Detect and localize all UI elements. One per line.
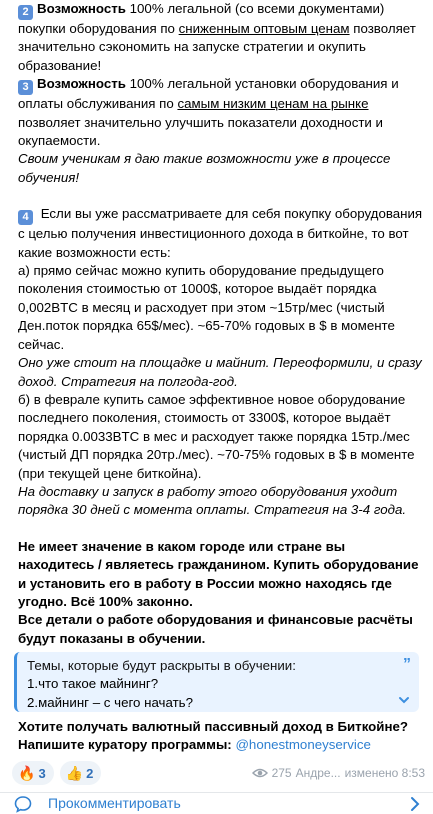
option-b-note: На доставку и запуск в работу этого оборудования уходит порядка 30 дней с момента оплаты. Стратегия на 3-4 года. [18,483,407,518]
underlined-text: самым низким ценам на рынке [177,96,369,112]
paragraph-2: 2 Возможность 100% легальной (со всеми документами) покупки оборудования по сниженным оптовым ценам позволяет значительно сэкономить на запуске стратегии и окупить образование! [18,1,416,73]
reaction-fire[interactable] [12,761,54,785]
edited-time: изменено 8:53 [344,766,425,780]
option-a: а) прямо сейчас можно купить оборудование предыдущего поколения стоимостью от 1000$, которое выдаёт порядка 0,002BTC в месяц и расходует при этом ~15тр/мес (чистый Ден.поток порядка 65$/мес). ~65-70% годовых в $ в моменте сейчас. [18,263,395,352]
keycap-2-icon: 2 [18,5,33,20]
keycap-3-icon: 3 [18,80,33,95]
cta-line-2: Напишите куратору программы: [18,737,236,753]
cta-line-1: Хотите получать валютный пассивный доход в Биткойне? [18,719,409,734]
view-count: 275 [271,766,292,780]
option-a-note: Оно уже стоит на площадке и майнит. Переоформили, и сразу доход. Стратегия на полгода-год. [18,355,422,389]
comment-icon [14,795,32,813]
comment-label: Прокомментировать [48,795,181,811]
reaction-count: 3 [38,765,46,781]
quote-title: Темы, которые будут раскрыты в обучении: [27,658,296,673]
fire-icon: 🔥 [18,764,36,781]
chevron-down-icon[interactable] [397,693,411,707]
underlined-text: сниженным оптовым ценам [178,21,350,36]
post-meta [252,766,425,780]
quote-item: 2.майнинг – с чего начать? [27,694,194,710]
reaction-count: 2 [86,765,94,781]
reactions [12,761,101,785]
bold-text: Возможность [37,76,126,92]
curator-link[interactable]: @honestmoneyservice [235,737,371,753]
post-text [18,0,423,648]
eye-icon [252,767,268,779]
thumbs-up-icon: 👍 [65,764,84,781]
author-name: Андре... [295,766,341,780]
expandable-quote[interactable] [14,652,419,712]
comment-button[interactable] [0,793,433,814]
quote-item: 1.что такое майнинг? [27,676,159,692]
quote-mark-icon: ” [403,656,411,673]
location-note: Не имеет значение в каком городе или стране вы находитесь / являетесь гражданином. Купить оборудование и установить его в работу в России можно находясь где угодно. Всё 100% законно. [18,538,419,609]
bold-text: Возможность [37,1,126,16]
reaction-thumbs-up[interactable] [60,761,102,785]
details-note: Все детали о работе оборудования и финансовые расчёты будут показаны в обучении. [18,612,413,646]
call-to-action [18,718,423,755]
italic-note: Своим ученикам я даю такие возможности уже в процессе обучения! [18,151,391,185]
paragraph-3: 3 Возможность 100% легальной установки оборудования и оплаты обслуживания по самым низким ценам на рынке позволяет значительно улучшить показатели доходности и окупаемости. [18,76,399,149]
keycap-4-icon: 4 [18,210,33,225]
chevron-right-icon [409,796,421,812]
paragraph-4: 4 Если вы уже рассматриваете для себя покупку оборудования с целью получения инвестиционного дохода в биткойне, то вот какие возможности есть: [18,206,423,260]
option-b: б) в феврале купить самое эффективное новое оборудование последнего поколения, стоимость от 3300$, которое выдаёт порядка 0.0033BTC в мес и расходует также порядка 15тр./мес (чистый ДП порядка 20тр./мес). ~70-75% годовых в $ в моменте (при текущей цене биткойна). [18,391,415,481]
